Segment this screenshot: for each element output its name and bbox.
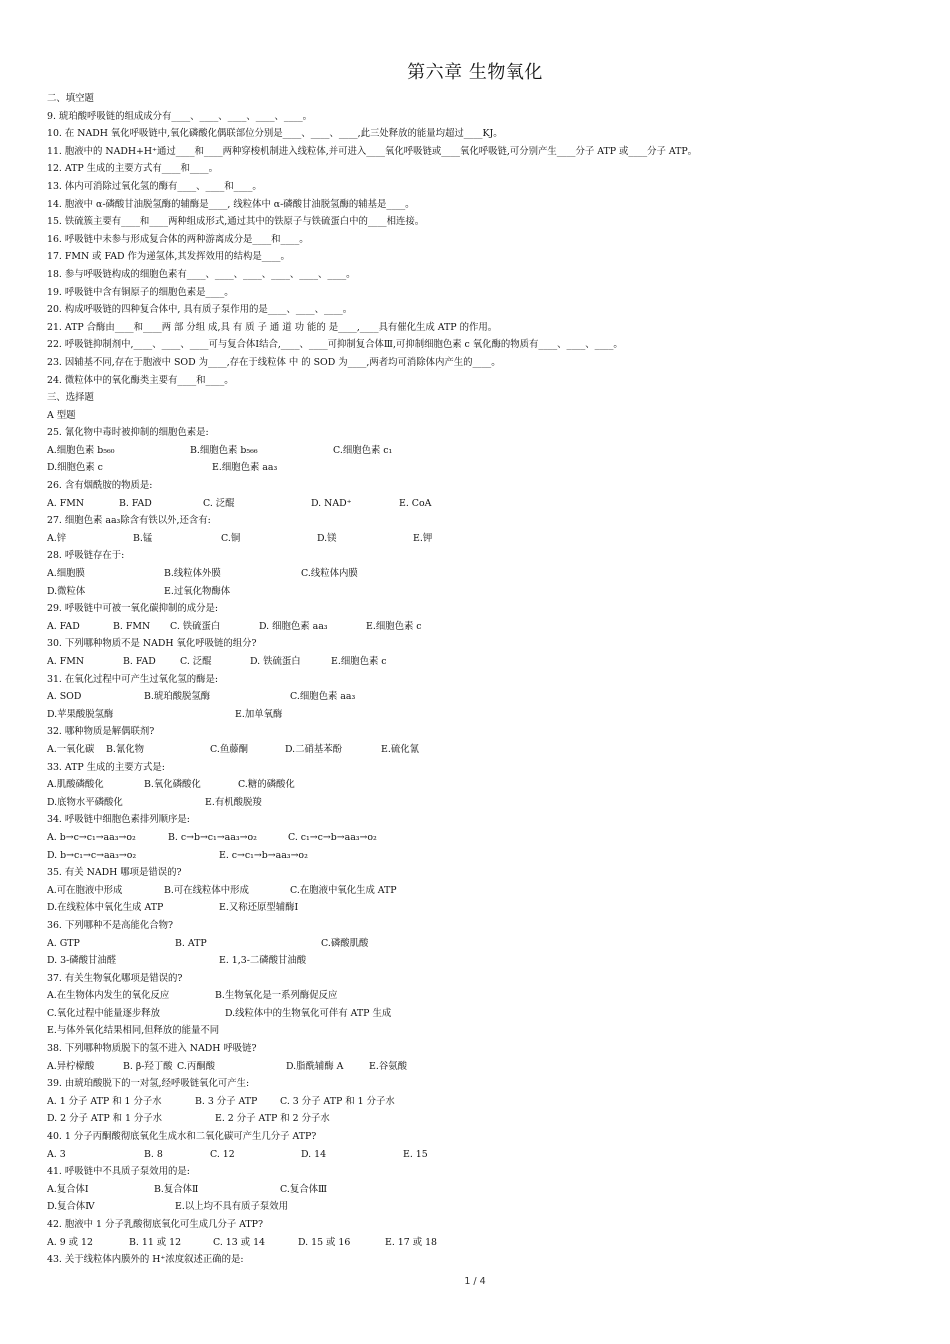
option-text: A. FAD — [47, 620, 80, 632]
text-line — [47, 108, 917, 126]
option-text: D.二硝基苯酚 — [285, 743, 343, 755]
text-line — [47, 1075, 917, 1093]
option-text: C.细胞色素 aa₃ — [290, 691, 356, 703]
option-text: B.锰 — [133, 532, 153, 544]
line-text: 13. 体内可消除过氧化氢的酶有____、____和____。 — [47, 180, 262, 192]
page-title: 第六章 生物氧化 — [407, 62, 543, 83]
option-text: B. ATP — [175, 937, 207, 949]
line-text: 34. 呼吸链中细胞色素排列顺序是: — [47, 814, 190, 826]
option-text: A.锌 — [47, 532, 67, 544]
option-row — [47, 459, 917, 477]
text-line — [47, 372, 917, 390]
option-text: E.钾 — [413, 532, 433, 544]
line-text: 22. 呼吸链抑制剂中,____、____、____可与复合体Ⅰ结合,____、____可抑制复合体Ⅲ,可抑制细胞色素 c 氧化酶的物质有____、____、____。 — [47, 339, 623, 351]
option-text: C. 3 分子 ATP 和 1 分子水 — [280, 1095, 395, 1107]
option-text: B.氰化物 — [106, 743, 144, 755]
line-text: 12. ATP 生成的主要方式有____和____。 — [47, 163, 218, 175]
option-text: A. GTP — [47, 937, 80, 949]
option-text: A.在生物体内发生的氧化反应 — [47, 990, 170, 1002]
option-text: B. 8 — [144, 1148, 163, 1160]
text-line — [47, 512, 917, 530]
line-text: E.与体外氧化结果相同,但释放的能量不同 — [47, 1025, 220, 1037]
line-text: 42. 胞液中 1 分子乳酸彻底氧化可生成几分子 ATP? — [47, 1219, 264, 1230]
option-row — [47, 1198, 917, 1216]
option-text: A.复合体Ⅰ — [47, 1183, 89, 1195]
text-line — [47, 336, 917, 354]
option-text: C.鱼藤酮 — [210, 743, 248, 755]
line-text: 32. 哪种物质是解偶联剂? — [47, 726, 155, 738]
option-text: A.细胞膜 — [47, 568, 85, 580]
line-text: 20. 构成呼吸链的四种复合体中, 具有质子泵作用的是____、____、____。 — [47, 304, 353, 316]
line-text: 40. 1 分子丙酮酸彻底氧化生成水和二氧化碳可产生几分子 ATP? — [47, 1131, 317, 1143]
option-text: B. FMN — [113, 620, 151, 632]
option-text: C.氧化过程中能量逐步释放 — [47, 1007, 160, 1019]
option-row — [47, 899, 917, 917]
option-text: E.细胞色素 aa₃ — [212, 462, 278, 474]
option-text: D. b→c₁→c→aa₃→o₂ — [47, 849, 137, 861]
text-line — [47, 477, 917, 495]
option-row — [47, 530, 917, 548]
option-row — [47, 935, 917, 953]
option-text: D.在线粒体中氧化生成 ATP — [47, 902, 164, 914]
option-text: E.以上均不具有质子泵效用 — [175, 1201, 288, 1213]
option-row — [47, 1234, 917, 1252]
option-text: D. 3-磷酸甘油醛 — [47, 955, 117, 967]
option-text: C. 泛醌 — [180, 656, 212, 667]
line-text: 28. 呼吸链存在于: — [47, 550, 125, 562]
line-text: 26. 含有烟酰胺的物质是: — [47, 480, 153, 492]
option-row — [47, 442, 917, 460]
option-row — [47, 618, 917, 636]
line-text: 43. 关于线粒体内膜外的 H⁺浓度叙述正确的是: — [47, 1254, 244, 1266]
text-line — [47, 248, 917, 266]
option-text: E. 17 或 18 — [385, 1236, 437, 1248]
option-row — [47, 688, 917, 706]
line-text: 18. 参与呼吸链构成的细胞色素有____、____、____、____、____、____。 — [47, 268, 356, 280]
option-text: A. 3 — [47, 1148, 66, 1160]
option-text: E.有机酸脱羧 — [205, 796, 262, 808]
option-text: E.硫化氰 — [381, 743, 419, 755]
option-text: D. 铁硫蛋白 — [250, 656, 301, 667]
option-text: B. FAD — [119, 497, 152, 509]
option-text: E. CoA — [399, 497, 432, 509]
text-line — [47, 970, 917, 988]
option-row — [47, 776, 917, 794]
option-row — [47, 829, 917, 847]
option-text: E.加单氧酶 — [235, 708, 283, 720]
line-text: 23. 因辅基不同,存在于胞液中 SOD 为____,存在于线粒体 中 的 SOD 为____,两者均可消除体内产生的____。 — [47, 356, 501, 368]
text-line — [47, 266, 917, 284]
option-row — [47, 583, 917, 601]
line-text: 37. 有关生物氧化哪项是错误的? — [47, 972, 183, 984]
option-text: B.复合体Ⅱ — [154, 1183, 199, 1195]
text-line — [47, 284, 917, 302]
line-text: 三、选择题 — [47, 392, 94, 404]
option-text: A.异柠檬酸 — [47, 1060, 95, 1072]
option-row — [47, 847, 917, 865]
option-text: D.线粒体中的生物氧化可伴有 ATP 生成 — [225, 1007, 392, 1019]
option-text: E.过氧化物酶体 — [164, 585, 231, 597]
option-row — [47, 794, 917, 812]
line-text: A 型题 — [47, 409, 76, 421]
option-text: D.微粒体 — [47, 585, 86, 597]
text-line — [47, 811, 917, 829]
option-text: B. 11 或 12 — [129, 1236, 182, 1248]
document-body — [47, 90, 917, 1269]
option-row — [47, 1005, 917, 1023]
option-text: C. c₁→c→b→aa₃→o₂ — [288, 831, 377, 843]
option-text: C. 铁硫蛋白 — [170, 620, 221, 632]
text-line — [47, 1022, 917, 1040]
text-line — [47, 671, 917, 689]
text-line — [47, 231, 917, 249]
text-line — [47, 389, 917, 407]
option-text: C. 泛醌 — [203, 497, 235, 509]
option-text: D.复合体Ⅳ — [47, 1201, 95, 1213]
option-text: B. 3 分子 ATP — [195, 1095, 258, 1107]
text-line — [47, 723, 917, 741]
option-text: B. β-羟丁酸 — [123, 1060, 173, 1072]
text-line — [47, 178, 917, 196]
option-text: A.一氧化碳 — [47, 743, 95, 755]
option-text: B.可在线粒体中形成 — [164, 884, 249, 896]
option-row — [47, 706, 917, 724]
line-text: 11. 胞液中的 NADH+H⁺通过____和____两种穿梭机制进入线粒体,并可进入____氧化呼吸链或____氧化呼吸链,可分别产生____分子 ATP 或____分子 ATP。 — [47, 145, 698, 157]
option-text: B.线粒体外膜 — [164, 568, 221, 580]
option-row — [47, 565, 917, 583]
text-line — [47, 301, 917, 319]
option-text: C.磷酸肌酸 — [321, 937, 369, 949]
line-text: 25. 氰化物中毒时被抑制的细胞色素是: — [47, 427, 209, 439]
line-text: 16. 呼吸链中未参与形成复合体的两种游离成分是____和____。 — [47, 233, 309, 245]
line-text: 38. 下列哪种物质脱下的氢不进入 NADH 呼吸链? — [47, 1043, 257, 1055]
line-text: 24. 微粒体中的氧化酶类主要有____和____。 — [47, 374, 234, 386]
option-text: A. 9 或 12 — [47, 1236, 93, 1248]
text-line — [47, 1040, 917, 1058]
text-line — [47, 1251, 917, 1269]
text-line — [47, 1163, 917, 1181]
option-text: C.线粒体内膜 — [301, 568, 358, 580]
option-text: E.细胞色素 c — [331, 656, 387, 667]
option-text: D. 2 分子 ATP 和 1 分子水 — [47, 1113, 163, 1125]
option-text: B. FAD — [123, 656, 156, 667]
option-row — [47, 495, 917, 513]
option-text: D. 14 — [301, 1148, 327, 1160]
line-text: 21. ATP 合酶由____和____两 部 分组 成,具 有 质 子 通 道 功 能的 是____,____具有催化生成 ATP 的作用。 — [47, 321, 498, 333]
text-line — [47, 196, 917, 214]
option-text: E. c→c₁→b→aa₃→o₂ — [219, 849, 308, 861]
option-text: D.苹果酸脱氢酶 — [47, 708, 114, 720]
text-line — [47, 1128, 917, 1146]
line-text: 36. 下列哪种不是高能化合物? — [47, 919, 174, 931]
text-line — [47, 125, 917, 143]
line-text: 41. 呼吸链中不具质子泵效用的是: — [47, 1166, 190, 1178]
option-row — [47, 882, 917, 900]
text-line — [47, 600, 917, 618]
page-number: 1 / 4 — [464, 1276, 486, 1287]
option-text: E.谷氨酸 — [369, 1060, 407, 1072]
option-text: E.细胞色素 c — [366, 620, 422, 632]
option-text: B.琥珀酸脱氢酶 — [144, 691, 211, 703]
option-text: A.可在胞液中形成 — [47, 884, 123, 896]
option-text: C. 13 或 14 — [213, 1236, 265, 1248]
option-text: A. 1 分子 ATP 和 1 分子水 — [47, 1095, 162, 1107]
text-line — [47, 319, 917, 337]
option-text: C.糖的磷酸化 — [238, 779, 295, 791]
line-text: 39. 由琥珀酸脱下的一对氢,经呼吸链氧化可产生: — [47, 1078, 250, 1090]
text-line — [47, 1216, 917, 1234]
option-text: A. FMN — [47, 656, 85, 667]
text-line — [47, 424, 917, 442]
line-text: 27. 细胞色素 aa₃除含有铁以外,还含有: — [47, 515, 211, 527]
text-line — [47, 635, 917, 653]
text-line — [47, 759, 917, 777]
option-text: A. SOD — [47, 691, 82, 703]
option-text: B.生物氧化是一系列酶促反应 — [215, 990, 338, 1002]
option-text: D. 细胞色素 aa₃ — [259, 620, 328, 632]
option-text: E. 2 分子 ATP 和 2 分子水 — [215, 1113, 330, 1125]
option-text: D.脂酰辅酶 A — [286, 1060, 344, 1072]
option-text: C. 12 — [210, 1148, 235, 1160]
line-text: 30. 下列哪种物质不是 NADH 氧化呼吸链的组分? — [47, 638, 257, 650]
option-text: B.氧化磷酸化 — [144, 779, 201, 791]
text-line — [47, 90, 917, 108]
text-line — [47, 354, 917, 372]
option-text: E. 1,3-二磷酸甘油酸 — [219, 955, 307, 967]
option-text: C.丙酮酸 — [177, 1060, 215, 1072]
line-text: 31. 在氧化过程中可产生过氧化氢的酶是: — [47, 673, 219, 685]
text-line — [47, 864, 917, 882]
text-line — [47, 160, 917, 178]
option-text: E. 15 — [403, 1148, 428, 1160]
option-text: B. c→b→c₁→aa₃→o₂ — [168, 831, 257, 843]
option-text: C.铜 — [221, 532, 241, 544]
line-text: 9. 琥珀酸呼吸链的组成成分有____、____、____、____、____。 — [47, 110, 313, 122]
line-text: 15. 铁硫簇主要有____和____两种组成形式,通过其中的铁原子与铁硫蛋白中的____相连接。 — [47, 216, 425, 228]
text-line — [47, 143, 917, 161]
text-line — [47, 407, 917, 425]
option-text: C.复合体Ⅲ — [280, 1183, 327, 1195]
option-text: A.肌酸磷酸化 — [47, 779, 104, 791]
option-text: D.底物水平磷酸化 — [47, 796, 123, 808]
line-text: 14. 胞液中 α-磷酸甘油脱氢酶的辅酶是____, 线粒体中 α-磷酸甘油脱氢酶的辅基是____。 — [47, 198, 415, 210]
option-text: D. NAD⁺ — [311, 497, 352, 509]
line-text: 33. ATP 生成的主要方式是: — [47, 761, 165, 773]
option-row — [47, 1058, 917, 1076]
option-text: A. b→c→c₁→aa₃→o₂ — [47, 831, 136, 843]
option-text: E.又称还原型辅酶Ⅰ — [219, 902, 299, 914]
text-line — [47, 917, 917, 935]
option-row — [47, 987, 917, 1005]
option-text: C.在胞液中氧化生成 ATP — [290, 884, 397, 896]
option-text: C.细胞色素 c₁ — [333, 444, 393, 456]
line-text: 35. 有关 NADH 哪项是错误的? — [47, 867, 182, 879]
line-text: 19. 呼吸链中含有铜原子的细胞色素是____。 — [47, 286, 234, 298]
option-text: D.镁 — [317, 532, 337, 544]
text-line — [47, 547, 917, 565]
option-row — [47, 1181, 917, 1199]
option-text: A.细胞色素 b₅₆₀ — [47, 444, 115, 456]
line-text: 10. 在 NADH 氧化呼吸链中,氧化磷酸化偶联部位分别是____、____、____,此三处释放的能量均超过____KJ。 — [47, 128, 503, 140]
option-row — [47, 952, 917, 970]
text-line — [47, 213, 917, 231]
line-text: 17. FMN 或 FAD 作为递氢体,其发挥效用的结构是____。 — [47, 251, 290, 263]
line-text: 29. 呼吸链中可被一氧化碳抑制的成分是: — [47, 603, 219, 615]
option-row — [47, 653, 917, 671]
option-row — [47, 1146, 917, 1164]
option-text: A. FMN — [47, 497, 85, 509]
option-row — [47, 741, 917, 759]
option-text: B.细胞色素 b₅₆₆ — [190, 444, 258, 456]
option-text: D. 15 或 16 — [298, 1236, 351, 1248]
option-row — [47, 1110, 917, 1128]
option-text: D.细胞色素 c — [47, 462, 103, 474]
line-text: 二、填空题 — [47, 93, 94, 104]
option-row — [47, 1093, 917, 1111]
